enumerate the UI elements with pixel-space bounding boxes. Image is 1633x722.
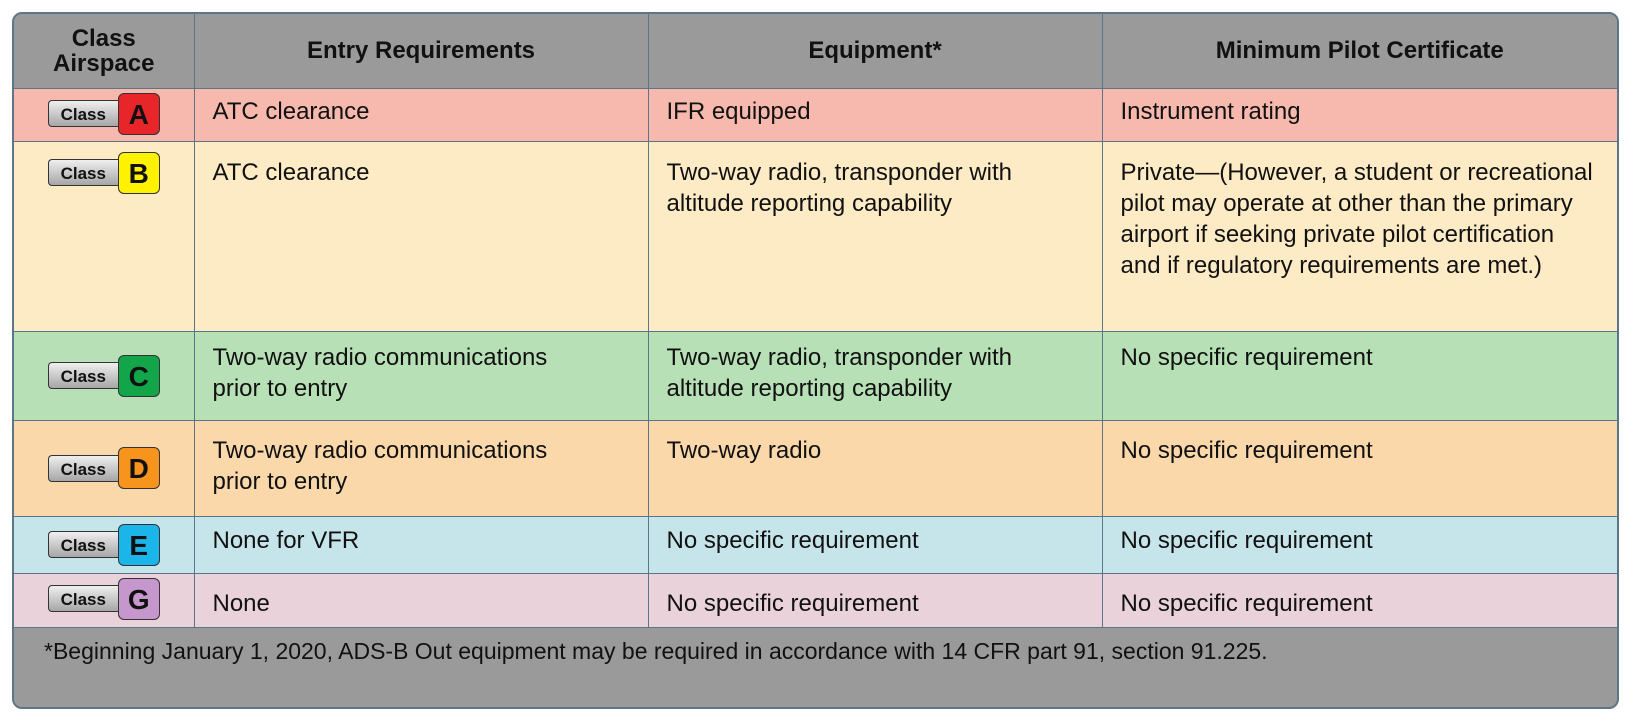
- class-letter-d: D: [118, 447, 160, 489]
- header-minimum-pilot-certificate: Minimum Pilot Certificate: [1102, 14, 1617, 88]
- class-badge-e: [48, 524, 160, 566]
- entry-text: Two-way radio communications prior to entry: [212, 436, 548, 495]
- equipment: Two-way radio: [648, 420, 1102, 516]
- row-class-e: [14, 516, 1617, 573]
- equipment: [648, 141, 1102, 331]
- entry-requirement: [194, 331, 648, 420]
- minimum-pilot-certificate: No specific requirement: [1102, 516, 1617, 573]
- class-letter-g: G: [118, 578, 160, 620]
- class-tab-label: Class: [48, 159, 118, 186]
- class-badge-cell: [14, 141, 194, 331]
- class-badge-g: [48, 578, 160, 620]
- class-tab-label: Class: [48, 455, 118, 482]
- class-badge-cell: [14, 331, 194, 420]
- entry-text: Two-way radio communications prior to entry: [212, 343, 548, 402]
- class-letter-b: B: [118, 152, 160, 194]
- class-badge-cell: [14, 420, 194, 516]
- minimum-pilot-certificate: No specific requirement: [1102, 331, 1617, 420]
- class-badge-c: [48, 355, 160, 397]
- airspace-requirements-table: [12, 12, 1619, 709]
- class-badge-cell: [14, 88, 194, 141]
- entry-requirement: ATC clearance: [194, 88, 648, 141]
- row-class-g: [14, 573, 1617, 627]
- entry-requirement: [194, 420, 648, 516]
- footnote: *Beginning January 1, 2020, ADS-B Out equipment may be required in accordance with 14 CFR part 91, section 91.225.: [14, 628, 1617, 684]
- equipment-text: Two-way radio, transponder with altitude reporting capability: [666, 343, 1012, 402]
- class-badge-cell: [14, 516, 194, 573]
- header-row: [14, 14, 1617, 88]
- equipment: [648, 331, 1102, 420]
- minimum-pilot-certificate: No specific requirement: [1102, 573, 1617, 627]
- class-letter-a: A: [118, 93, 160, 135]
- minimum-pilot-certificate: Instrument rating: [1102, 88, 1617, 141]
- header-equipment: Equipment*: [648, 14, 1102, 88]
- class-badge-d: [48, 447, 160, 489]
- row-class-d: [14, 420, 1617, 516]
- entry-requirement: None for VFR: [194, 516, 648, 573]
- header-class-airspace-label: Class Airspace: [53, 24, 155, 77]
- header-class-airspace: [14, 14, 194, 88]
- class-tab-label: Class: [48, 100, 118, 127]
- row-class-b: [14, 141, 1617, 331]
- class-letter-e: E: [118, 524, 160, 566]
- equipment: No specific requirement: [648, 516, 1102, 573]
- equipment: IFR equipped: [648, 88, 1102, 141]
- entry-requirement: None: [194, 573, 648, 627]
- class-badge-a: [48, 93, 160, 135]
- row-class-c: [14, 331, 1617, 420]
- class-badge-cell: [14, 573, 194, 627]
- header-entry-requirements: Entry Requirements: [194, 14, 648, 88]
- row-class-a: [14, 88, 1617, 141]
- equipment: No specific requirement: [648, 573, 1102, 627]
- equipment-text: Two-way radio, transponder with altitude reporting capability: [666, 158, 1012, 217]
- minimum-pilot-certificate: No specific requirement: [1102, 420, 1617, 516]
- class-tab-label: Class: [48, 362, 118, 389]
- minimum-pilot-certificate: Private—(However, a student or recreational pilot may operate at other than the primary airport if seeking private pilot certification and if regulatory requirements are met.): [1102, 141, 1617, 331]
- class-badge-b: [48, 152, 160, 194]
- class-tab-label: Class: [48, 585, 118, 612]
- requirements-table: [14, 14, 1617, 628]
- class-tab-label: Class: [48, 531, 118, 558]
- entry-requirement: ATC clearance: [194, 141, 648, 331]
- class-letter-c: C: [118, 355, 160, 397]
